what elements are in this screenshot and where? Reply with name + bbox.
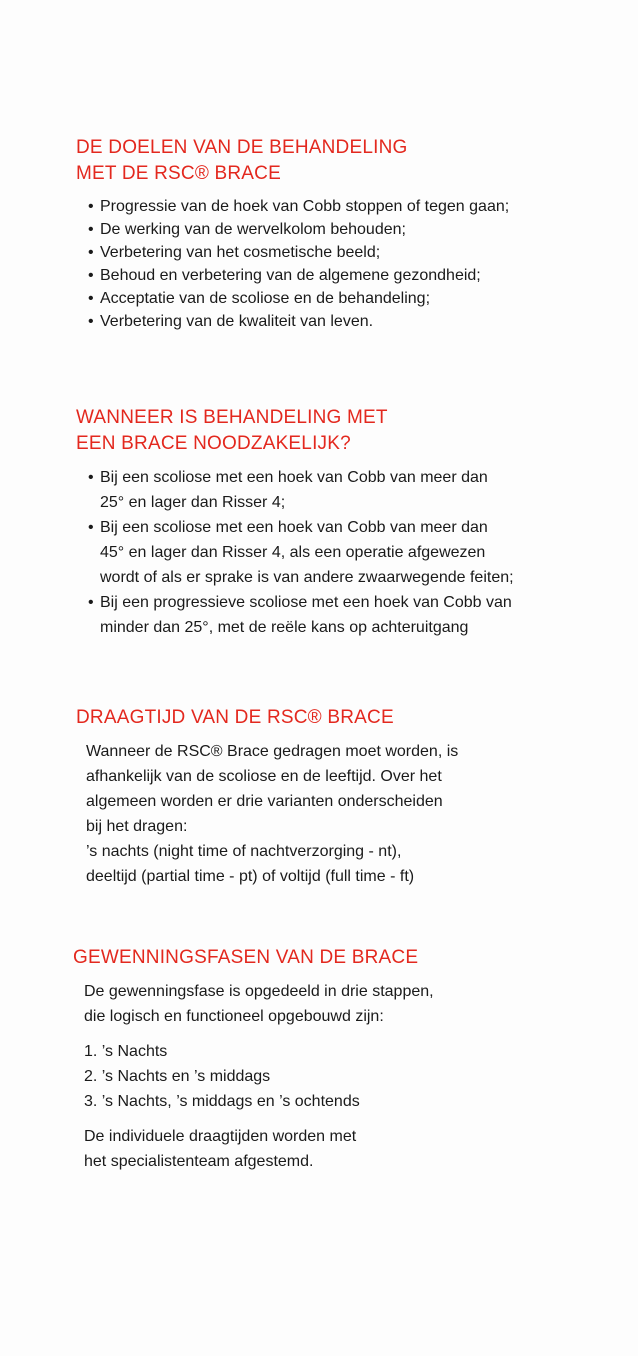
text-line: het specialistenteam afgestemd.	[84, 1153, 314, 1170]
text-line: deeltijd (partial time - pt) of voltijd (full time - ft)	[86, 868, 415, 885]
heading-line: DRAAGTIJD VAN DE RSC® BRACE	[76, 707, 394, 728]
text-line: De individuele draagtijden worden met	[84, 1128, 357, 1145]
section-adjustment-phases	[73, 945, 613, 1174]
list-item: 3. ’s Nachts, ’s middags en ’s ochtends	[84, 1093, 360, 1110]
heading-line: GEWENNINGSFASEN VAN DE BRACE	[73, 947, 419, 968]
list-item-line: 25° en lager dan Risser 4;	[100, 494, 286, 511]
list-item	[88, 515, 616, 590]
goals-list	[88, 195, 616, 333]
list-item: • Behoud en verbetering van de algemene gezondheid;	[88, 264, 616, 287]
list-item-line: • Bij een progressieve scoliose met een hoek van Cobb van	[100, 594, 512, 611]
heading-line: EEN BRACE NOODZAKELIJK?	[76, 433, 351, 454]
list-item-line: • Bij een scoliose met een hoek van Cobb van meer dan	[100, 519, 488, 536]
heading-line: WANNEER IS BEHANDELING MET	[76, 407, 388, 428]
list-item: 2. ’s Nachts en ’s middags	[84, 1068, 271, 1085]
list-item-line: wordt of als er sprake is van andere zwaarwegende feiten;	[100, 569, 514, 586]
section-heading	[73, 945, 613, 971]
text-line: De gewenningsfase is opgedeeld in drie stappen,	[84, 983, 434, 1000]
section-heading	[76, 135, 616, 187]
text-line: afhankelijk van de scoliose en de leeftijd. Over het	[86, 768, 442, 785]
adjustment-outro	[84, 1124, 613, 1174]
heading-line: MET DE RSC® BRACE	[76, 163, 281, 184]
list-item: • Progressie van de hoek van Cobb stoppen of tegen gaan;	[88, 195, 616, 218]
text-line: ’s nachts (night time of nachtverzorging - nt),	[86, 843, 402, 860]
adjustment-steps	[84, 1039, 613, 1114]
list-item: • Verbetering van de kwaliteit van leven.	[88, 310, 616, 333]
section-brace-necessity	[76, 405, 616, 640]
list-item	[88, 465, 616, 515]
text-line: algemeen worden er drie varianten onderscheiden	[86, 793, 443, 810]
section-heading	[76, 405, 616, 457]
list-item	[88, 590, 616, 640]
section-heading	[76, 705, 616, 731]
heading-line: DE DOELEN VAN DE BEHANDELING	[76, 137, 408, 158]
section-wearing-time	[76, 705, 616, 889]
text-line: die logisch en functioneel opgebouwd zijn:	[84, 1008, 384, 1025]
wearing-time-text	[86, 739, 616, 889]
list-item: • Acceptatie van de scoliose en de behandeling;	[88, 287, 616, 310]
list-item: 1. ’s Nachts	[84, 1043, 168, 1060]
section-treatment-goals	[76, 135, 616, 333]
list-item-line: 45° en lager dan Risser 4, als een operatie afgewezen	[100, 544, 486, 561]
indications-list	[88, 465, 616, 640]
text-line: Wanneer de RSC® Brace gedragen moet worden, is	[86, 743, 459, 760]
list-item: • De werking van de wervelkolom behouden;	[88, 218, 616, 241]
list-item-line: minder dan 25°, met de reële kans op achteruitgang	[100, 619, 469, 636]
list-item: • Verbetering van het cosmetische beeld;	[88, 241, 616, 264]
adjustment-intro	[84, 979, 613, 1029]
text-line: bij het dragen:	[86, 818, 188, 835]
list-item-line: • Bij een scoliose met een hoek van Cobb van meer dan	[100, 469, 488, 486]
